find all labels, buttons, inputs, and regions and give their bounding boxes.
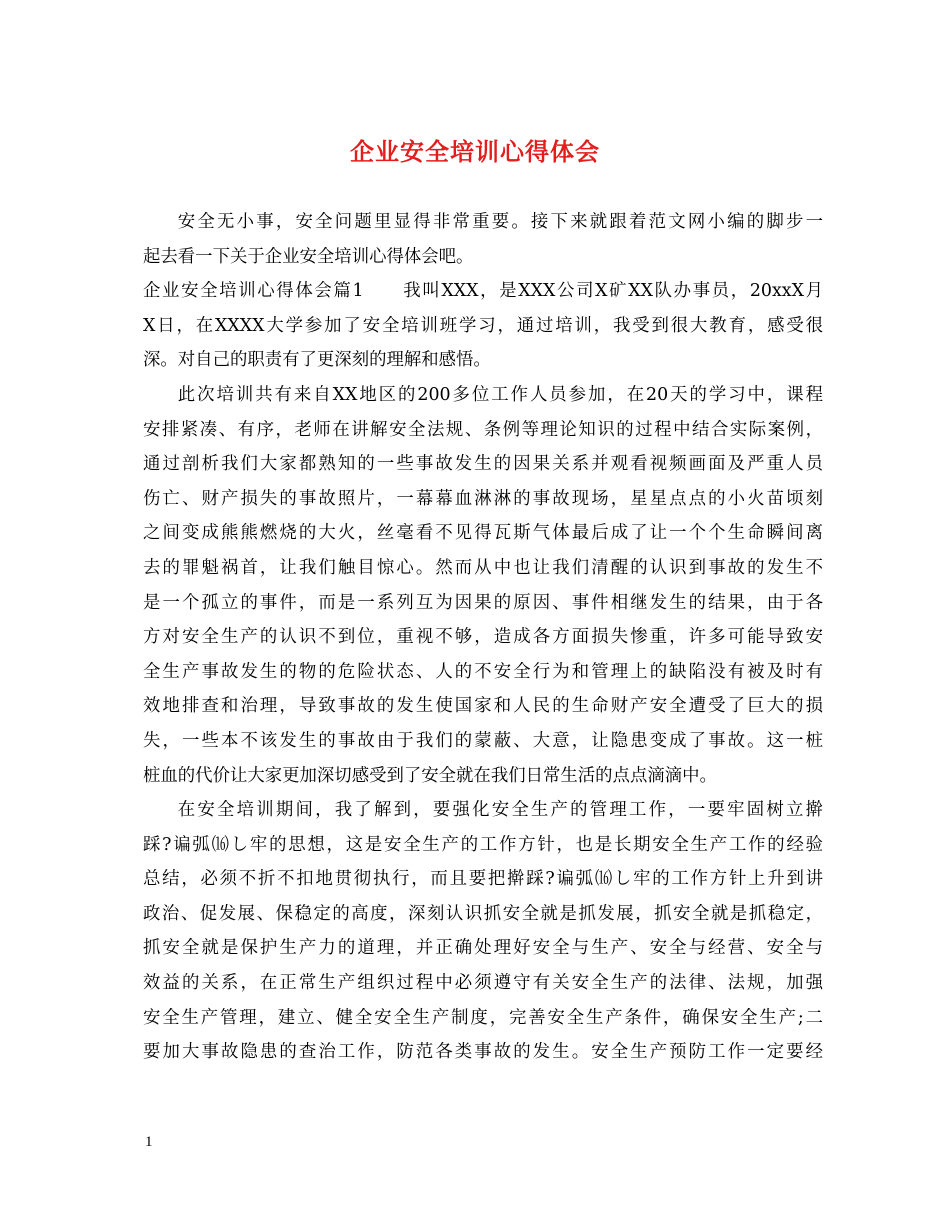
text-line: 桩血的代价让大家更加深切感受到了安全就在我们日常生活的点点滴滴中。 xyxy=(143,765,717,786)
text-line: 之间变成熊熊燃烧的大火，丝毫看不见得瓦斯气体最后成了让一个个生命瞬间离 xyxy=(143,523,823,544)
document-title: 企业安全培训心得体会 xyxy=(350,137,600,166)
text-line: 在安全培训期间，我了解到，要强化安全生产的管理工作，一要牢固树立擀 xyxy=(177,800,823,821)
text-line: 起去看一下关于企业安全培训心得体会吧。 xyxy=(143,246,474,267)
text-line: X日，在XXXX大学参加了安全培训班学习，通过培训，我受到很大教育，感受很 xyxy=(143,315,823,336)
text-line: 全生产事故发生的物的危险状态、人的不安全行为和管理上的缺陷没有被及时有 xyxy=(143,661,823,682)
document-body xyxy=(143,205,823,1070)
text-line: 安全无小事，安全问题里显得非常重要。接下来就跟着范文网小编的脚步一 xyxy=(177,212,823,232)
text-line: 要加大事故隐患的查治工作，防范各类事故的发生。安全生产预防工作一定要经 xyxy=(143,1042,823,1063)
page-number: 1 xyxy=(145,1134,153,1150)
text-line: 深。对自己的职责有了更深刻的理解和感悟。 xyxy=(143,350,491,371)
text-line: 踩?谝弧⒃し牢的思想，这是安全生产的工作方针，也是长期安全生产工作的经验 xyxy=(143,834,823,855)
text-line: 安全生产管理，建立、健全安全生产制度，完善安全生产条件，确保安全生产;二 xyxy=(143,1007,823,1028)
text-line: 效地排查和治理，导致事故的发生使国家和人民的生命财产安全遭受了巨大的损 xyxy=(143,696,823,717)
text-line: 抓安全就是保护生产力的道理，并正确处理好安全与生产、安全与经营、安全与 xyxy=(143,938,823,959)
text-line: 安排紧凑、有序，老师在讲解安全法规、条例等理论知识的过程中结合实际案例， xyxy=(143,419,823,440)
text-line: 是一个孤立的事件，而是一系列互为因果的原因、事件相继发生的结果，由于各 xyxy=(143,592,823,613)
text-line: 去的罪魁祸首，让我们触目惊心。然而从中也让我们清醒的认识到事故的发生不 xyxy=(143,557,823,578)
text-line: 失，一些本不该发生的事故由于我们的蒙蔽、大意，让隐患变成了事故。这一桩 xyxy=(143,730,823,751)
text-line: 此次培训共有来自XX地区的200多位工作人员参加，在20天的学习中，课程 xyxy=(177,384,823,405)
text-line: 通过剖析我们大家都熟知的一些事故发生的因果关系并观看视频画面及严重人员 xyxy=(143,454,823,475)
text-line: 总结，必须不折不扣地贯彻执行，而且要把擀踩?谝弧⒃し牢的工作方针上升到讲 xyxy=(143,869,823,890)
text-line: 政治、促发展、保稳定的高度，深刻认识抓安全就是抓发展，抓安全就是抓稳定， xyxy=(143,903,823,924)
text-line: 企业安全培训心得体会篇1 我叫XXX，是XXX公司X矿XX队办事员，20xxX月 xyxy=(143,281,823,302)
text-line: 方对安全生产的认识不到位，重视不够，造成各方面损失惨重，许多可能导致安 xyxy=(143,627,823,648)
text-line: 伤亡、财产损失的事故照片，一幕幕血淋淋的事故现场，星星点点的小火苗顷刻 xyxy=(143,488,823,509)
text-line: 效益的关系，在正常生产组织过程中必须遵守有关安全生产的法律、法规，加强 xyxy=(143,973,823,994)
